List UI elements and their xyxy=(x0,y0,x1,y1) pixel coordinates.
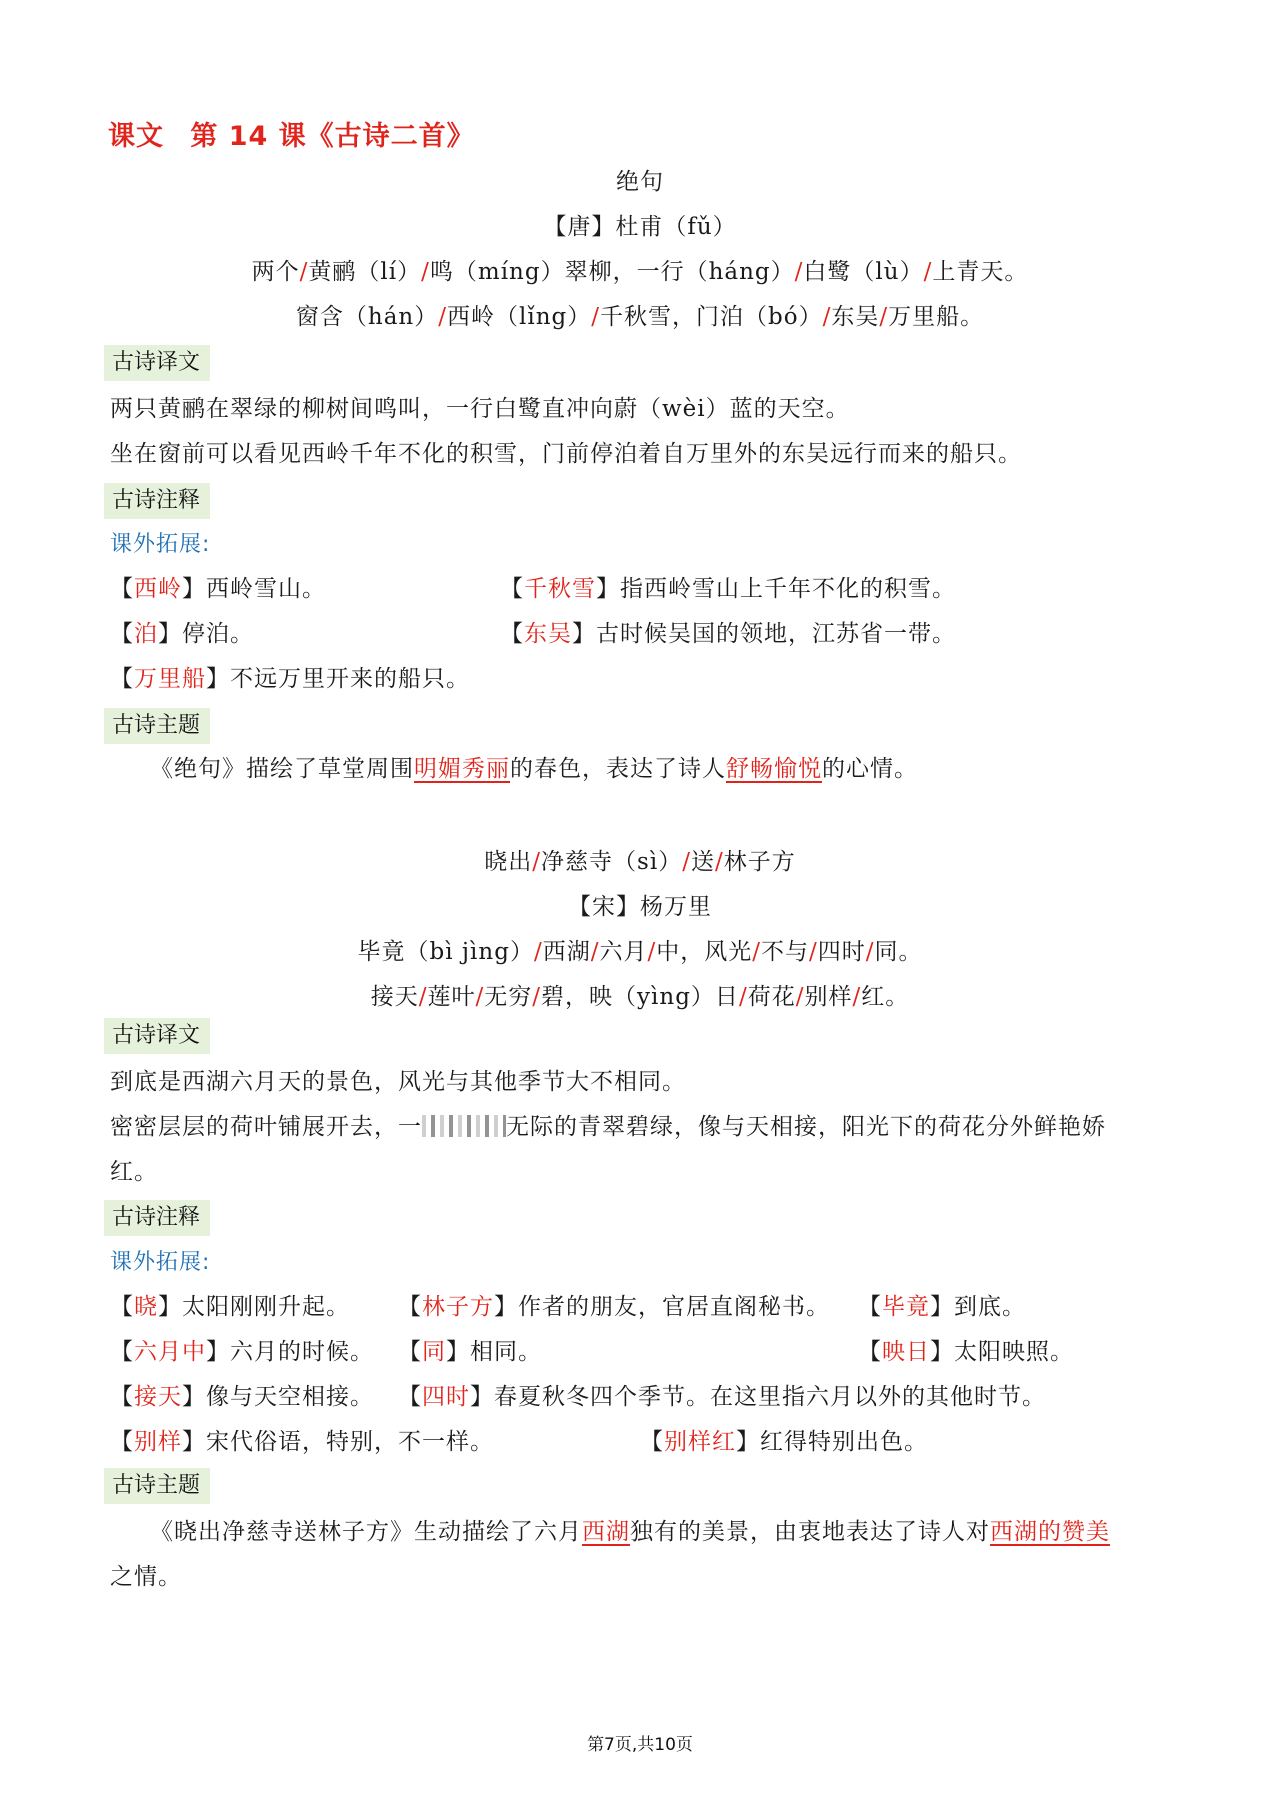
note-item: 【毕竟】到底。 xyxy=(858,1294,1026,1320)
poem-segment: 鸣（míng）翠柳，一行（háng） xyxy=(429,259,795,285)
extension-label: 课外拓展: xyxy=(110,532,211,557)
translation-line: 两只黄鹂在翠绿的柳树间鸣叫，一行白鹭直冲向蔚（wèi）蓝的天空。 xyxy=(110,396,850,422)
translation-tag: 古诗译文 xyxy=(104,1018,210,1054)
note-item: 【六月中】六月的时候。 xyxy=(110,1339,374,1365)
notes-tag: 古诗注释 xyxy=(104,1200,210,1236)
poem1-author-name: 杜甫（fǔ） xyxy=(615,214,737,240)
lesson-label: 课文 xyxy=(108,121,164,152)
poem2-line2: 接天/莲叶/无穷/碧，映（yìng）日/荷花/别样/红。 xyxy=(370,984,910,1010)
notes-tag: 古诗注释 xyxy=(104,483,210,519)
note-item: 【别样】宋代俗语，特别，不一样。 xyxy=(110,1429,494,1455)
poem1-dynasty: 唐 xyxy=(567,214,592,240)
theme-text: 《晓出净慈寺送林子方》生动描绘了六月西湖独有的美景，由衷地表达了诗人对西湖的赞美 xyxy=(150,1519,1110,1545)
poem-segment: 千秋雪，门泊（bó） xyxy=(600,304,823,330)
translation-line: 到底是西湖六月天的景色，风光与其他季节大不相同。 xyxy=(110,1069,686,1095)
poem2-author: 【宋】杨万里 xyxy=(568,894,712,920)
underlined-keyword: 明媚秀丽 xyxy=(414,756,510,782)
poem1-author: 【唐】杜甫（fǔ） xyxy=(543,214,737,240)
poem-segment: 上青天。 xyxy=(932,259,1029,285)
note-item: 【西岭】西岭雪山。 xyxy=(110,576,326,602)
note-item: 【千秋雪】指西岭雪山上千年不化的积雪。 xyxy=(500,576,956,602)
note-item: 【四时】春夏秋冬四个季节。在这里指六月以外的其他时节。 xyxy=(398,1384,1046,1410)
note-item: 【接天】像与天空相接。 xyxy=(110,1384,374,1410)
theme-text-cont: 之情。 xyxy=(110,1564,182,1590)
note-item: 【晓】太阳刚刚升起。 xyxy=(110,1294,350,1320)
note-item: 【映日】太阳映照。 xyxy=(858,1339,1074,1365)
poem-segment: 黄鹂（lí） xyxy=(308,259,422,285)
poem1-title: 绝句 xyxy=(616,169,664,195)
translation-tag: 古诗译文 xyxy=(104,345,210,381)
note-item: 【林子方】作者的朋友，官居直阁秘书。 xyxy=(398,1294,830,1320)
lesson-title: 第 14 课《古诗二首》 xyxy=(190,121,475,152)
theme-tag: 古诗主题 xyxy=(104,1468,210,1504)
page-number: 第7页,共10页 xyxy=(587,1735,693,1755)
poem-segment: 西岭（lǐng） xyxy=(447,304,592,330)
note-item: 【东吴】古时候吴国的领地，江苏省一带。 xyxy=(500,621,956,647)
poem1-line1: 两个/黄鹂（lí）/鸣（míng）翠柳，一行（háng）/白鹭（lù）/上青天。 xyxy=(251,259,1029,285)
poem-segment: 白鹭（lù） xyxy=(803,259,924,285)
theme-tag: 古诗主题 xyxy=(104,708,210,744)
underlined-keyword: 西湖 xyxy=(582,1519,630,1545)
poem-segment: 两个 xyxy=(251,259,300,285)
note-item: 【同】相同。 xyxy=(398,1339,542,1365)
extension-label: 课外拓展: xyxy=(110,1250,211,1275)
translation-line: 密密层层的荷叶铺展开去，一 无际的青翠碧绿，像与天相接，阳光下的荷花分外鲜艳娇 xyxy=(110,1114,1106,1140)
poem2-line1: 毕竟（bì jìng）/西湖/六月/中，风光/不与/四时/同。 xyxy=(357,939,923,965)
note-item: 【别样红】红得特别出色。 xyxy=(640,1429,928,1455)
theme-text: 《绝句》描绘了草堂周围明媚秀丽的春色，表达了诗人舒畅愉悦的心情。 xyxy=(150,756,918,782)
poem1-line2: 窗含（hán）/西岭（lǐng）/千秋雪，门泊（bó）/东吴/万里船。 xyxy=(295,304,985,330)
underlined-keyword: 西湖的赞美 xyxy=(990,1519,1110,1545)
redaction-smudge xyxy=(422,1115,506,1137)
underlined-keyword: 舒畅愉悦 xyxy=(726,756,822,782)
lesson-heading xyxy=(108,120,475,155)
poem-segment: 万里船。 xyxy=(888,304,985,330)
poem-segment: 东吴 xyxy=(831,304,880,330)
poem-segment: 窗含（hán） xyxy=(295,304,439,330)
note-item: 【万里船】不远万里开来的船只。 xyxy=(110,666,470,692)
note-item: 【泊】停泊。 xyxy=(110,621,254,647)
poem2-title: 晓出/净慈寺（sì）/送/林子方 xyxy=(484,849,796,875)
translation-line: 红。 xyxy=(110,1159,158,1185)
translation-line: 坐在窗前可以看见西岭千年不化的积雪，门前停泊着自万里外的东吴远行而来的船只。 xyxy=(110,441,1022,467)
